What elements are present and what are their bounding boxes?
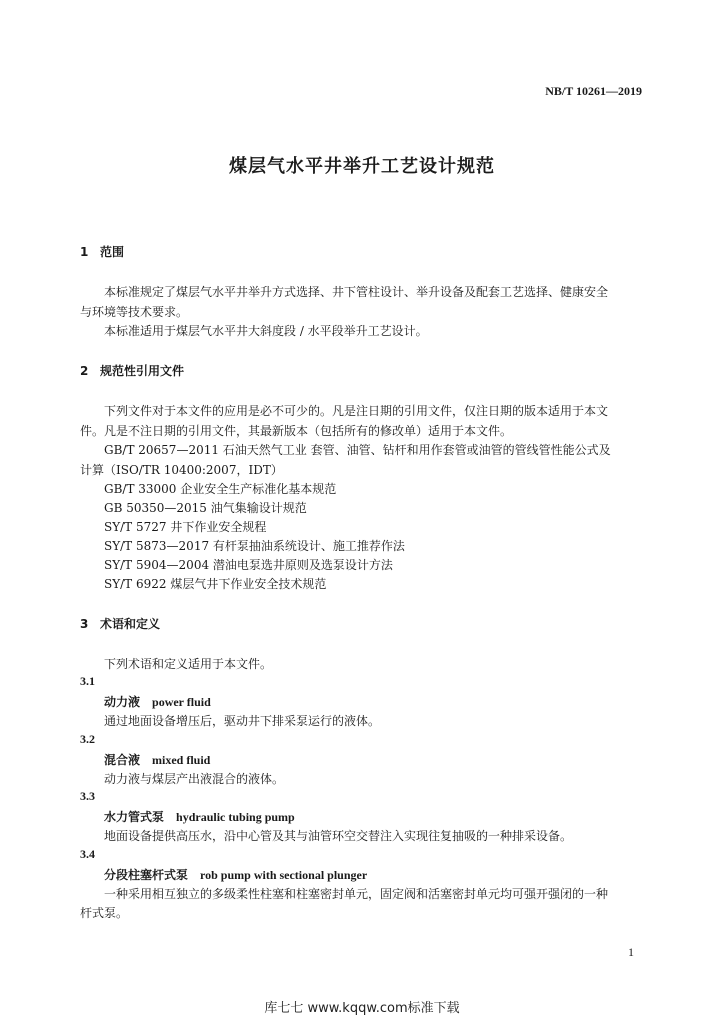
term-number: 3.3 [80,789,95,803]
standard-number: NB/T 10261—2019 [545,84,642,98]
term-name [104,808,295,825]
section-number: 1 [80,245,89,259]
term-chinese: 分段柱塞杆式泵 [104,868,189,882]
page-number: 1 [628,945,634,959]
section-1-heading [80,243,124,260]
term-definition: 地面设备提供高压水，沿中心管及其与油管环空交替注入实现往复抽吸的一种排采设备。 [104,829,573,843]
section-2-heading [80,362,184,379]
term-name [104,866,367,883]
term-definition: 通过地面设备增压后，驱动井下排采泵运行的液体。 [104,714,381,728]
section-title: 范围 [100,245,125,259]
term-definition-continued: 杆式泵。 [80,906,129,920]
section-title: 术语和定义 [100,617,161,631]
term-english: power fluid [152,695,211,709]
paragraph-line: 本标准规定了煤层气水平井举升方式选择、井下管柱设计、举升设备及配套工艺选择、健康安全 [104,285,609,299]
reference-item: SY/T 5873—2017 有杆泵抽油系统设计、施工推荐作法 [104,539,405,553]
term-chinese: 水力管式泵 [104,810,165,824]
term-chinese: 动力液 [104,695,141,709]
term-english: rob pump with sectional plunger [200,868,368,882]
reference-item: SY/T 5904—2004 潜油电泵选井原则及选泵设计方法 [104,558,393,572]
section-number: 3 [80,617,89,631]
term-number: 3.1 [80,674,95,688]
reference-item: SY/T 6922 煤层气井下作业安全技术规范 [104,577,327,591]
section-number: 2 [80,364,89,378]
paragraph-line: 件。凡是不注日期的引用文件，其最新版本（包括所有的修改单）适用于本文件。 [80,424,513,438]
term-chinese: 混合液 [104,753,141,767]
paragraph-line: 与环境等技术要求。 [80,305,189,319]
term-english: hydraulic tubing pump [176,810,295,824]
reference-item-continued: 计算（ISO/TR 10400:2007，IDT） [80,463,283,477]
term-number: 3.2 [80,732,95,746]
document-title: 煤层气水平井举升工艺设计规范 [229,156,495,177]
paragraph-line: 下列文件对于本文件的应用是必不可少的。凡是注日期的引用文件，仅注日期的版本适用于本文 [104,404,609,418]
term-english: mixed fluid [152,753,211,767]
reference-item: GB/T 33000 企业安全生产标准化基本规范 [104,482,337,496]
download-watermark: 库七七 www.kqqw.com标准下载 [264,1001,460,1016]
term-name [104,693,211,710]
term-definition: 动力液与煤层产出液混合的液体。 [104,772,285,786]
reference-item: SY/T 5727 井下作业安全规程 [104,520,267,534]
paragraph-line: 下列术语和定义适用于本文件。 [104,657,273,671]
term-name [104,751,210,768]
paragraph-line: 本标准适用于煤层气水平井大斜度段 / 水平段举升工艺设计。 [104,324,428,338]
reference-item: GB/T 20657—2011 石油天然气工业 套管、油管、钻杆和用作套管或油管的管线管性能公式及 [104,443,611,457]
term-definition: 一种采用相互独立的多级柔性柱塞和柱塞密封单元，固定阀和活塞密封单元均可强开强闭的一种 [104,887,609,901]
section-title: 规范性引用文件 [100,364,185,378]
reference-item: GB 50350—2015 油气集输设计规范 [104,501,307,515]
term-number: 3.4 [80,847,95,861]
section-3-heading [80,615,160,632]
